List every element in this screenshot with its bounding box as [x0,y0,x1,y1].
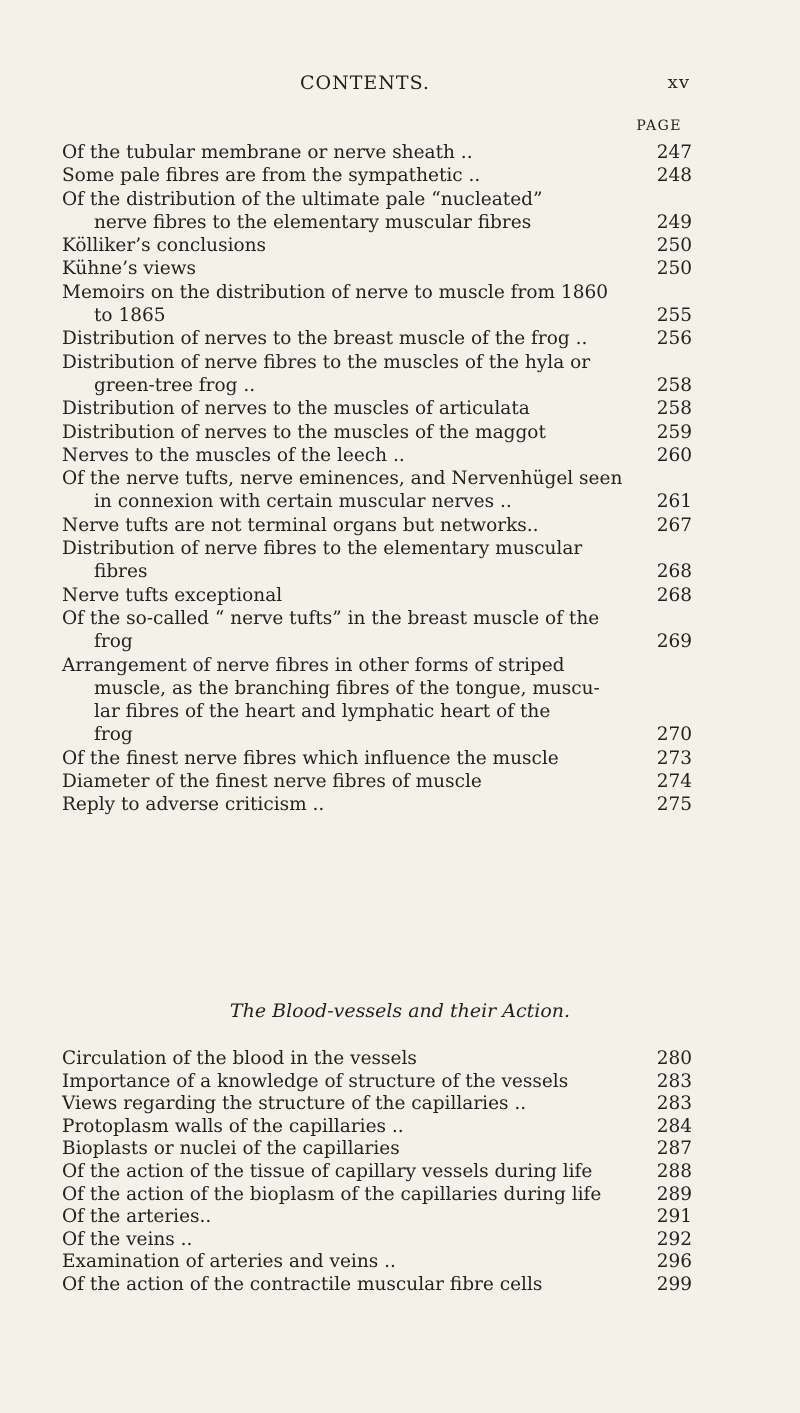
toc-page-number: 260 [656,444,692,466]
contents-list [62,141,692,817]
toc-entry-title [62,188,656,235]
toc-page-number: 256 [656,328,692,350]
toc-entry-title [62,514,656,537]
toc-entry [62,1116,692,1139]
toc-page-number: 248 [656,165,692,187]
toc-entry [62,770,692,793]
toc-entry-line: Of the arteries.. [62,1206,212,1228]
toc-entry-title [62,467,656,514]
toc-entry [62,141,692,164]
toc-entry-title [62,584,656,607]
toc-entry [62,421,692,444]
toc-page-number: 259 [656,421,692,443]
toc-entry-line: Circulation of the blood in the vessels [62,1048,417,1069]
toc-entry-title [62,234,656,257]
toc-page-number: 291 [656,1206,692,1228]
toc-page-number: 268 [656,561,692,583]
page-title: CONTENTS. [300,72,430,94]
toc-entry-title [62,1206,656,1229]
toc-entry [62,1274,692,1297]
toc-page-number: 258 [656,374,692,396]
toc-entry-title [62,444,656,467]
toc-page-number: 267 [656,514,692,536]
toc-entry [62,188,692,235]
toc-entry-line: Bioplasts or nuclei of the capillaries [62,1138,400,1160]
toc-entry-line: Kühne’s views [62,258,197,280]
toc-entry-title [62,747,656,770]
toc-entry-line: frog [94,724,133,746]
toc-entry-title [62,607,656,654]
contents-list-blood-vessels [62,1048,692,1297]
toc-entry-line: to 1865 [94,305,166,327]
page-column-label: PAGE [636,118,682,134]
section-heading: The Blood-vessels and their Action. [229,1000,571,1022]
toc-entry-title [62,1116,656,1139]
toc-entry [62,351,692,398]
toc-entry-title [62,1048,656,1071]
toc-entry-line: Of the finest nerve fibres which influence the muscle [62,747,559,769]
toc-entry-title [62,351,656,398]
toc-entry [62,1229,692,1252]
toc-entry-title [62,257,656,280]
toc-entry-line: Of the tubular membrane or nerve sheath .. [62,142,473,163]
toc-page-number: 268 [656,584,692,606]
toc-entry-line: Some pale fibres are from the sympathetic .. [62,165,481,187]
toc-entry-line: nerve fibres to the elementary muscular fibres [94,211,532,233]
toc-page-number: 287 [656,1138,692,1160]
toc-entry [62,327,692,350]
toc-entry-line: muscle, as the branching fibres of the tongue, muscu- [94,677,600,699]
toc-entry-line: frog [94,631,133,653]
toc-entry [62,654,692,747]
toc-entry-line: Importance of a knowledge of structure of the vessels [62,1070,569,1092]
toc-entry [62,467,692,514]
toc-entry [62,444,692,467]
toc-page-number: 249 [656,211,692,233]
toc-entry-title [62,793,656,816]
toc-entry-line: Distribution of nerves to the breast muscle of the frog .. [62,328,588,350]
toc-entry-line: Of the distribution of the ultimate pale “nucleated” [62,188,543,210]
toc-page-number: 299 [656,1273,692,1295]
toc-entry-line: Diameter of the finest nerve fibres of muscle [62,771,482,793]
toc-page-number: 296 [656,1251,692,1273]
toc-entry-line: Distribution of nerves to the muscles of the maggot [62,421,546,443]
toc-entry [62,1161,692,1184]
toc-entry [62,234,692,257]
toc-entry [62,537,692,584]
toc-entry-line: Of the so-called “ nerve tufts” in the breast muscle of the [62,607,600,629]
toc-page-number: 273 [656,747,692,769]
toc-entry-line: Nerve tufts exceptional [62,584,283,606]
toc-page-number: 255 [656,305,692,327]
toc-entry-title [62,1251,656,1274]
toc-entry-line: Distribution of nerve fibres to the muscles of the hyla or [62,351,591,373]
toc-page-number: 247 [656,142,692,163]
toc-entry-line: Arrangement of nerve fibres in other forms of striped [62,654,565,676]
running-head [0,72,800,98]
toc-entry [62,1093,692,1116]
toc-entry [62,747,692,770]
toc-entry [62,1184,692,1207]
toc-entry-title [62,1138,656,1161]
toc-page-number: 275 [656,794,692,816]
toc-entry [62,257,692,280]
toc-entry [62,1071,692,1094]
toc-entry-line: Views regarding the structure of the capillaries .. [62,1093,527,1115]
toc-entry-line: Protoplasm walls of the capillaries .. [62,1115,404,1137]
toc-entry-title [62,1161,656,1184]
toc-entry [62,793,692,816]
toc-page-number: 269 [656,631,692,653]
toc-entry-line: Of the action of the tissue of capillary vessels during life [62,1160,593,1182]
toc-entry-title [62,421,656,444]
toc-entry-line: Nerves to the muscles of the leech .. [62,444,405,466]
toc-entry [62,1048,692,1071]
toc-entry-line: Reply to adverse criticism .. [62,794,325,816]
toc-entry-title [62,1274,656,1297]
toc-entry-line: Distribution of nerve fibres to the elementary muscular [62,538,583,560]
toc-entry [62,164,692,187]
toc-entry [62,397,692,420]
toc-entry-title [62,537,656,584]
toc-entry [62,281,692,328]
toc-page-number: 280 [656,1048,692,1069]
toc-page-number: 283 [656,1093,692,1115]
toc-entry-title [62,141,656,164]
toc-entry-title [62,654,656,747]
toc-entry [62,514,692,537]
toc-page-number: 250 [656,258,692,280]
toc-entry-line: Nerve tufts are not terminal organs but networks.. [62,514,539,536]
toc-entry-title [62,281,656,328]
toc-page-number: 274 [656,771,692,793]
toc-entry-title [62,164,656,187]
toc-entry [62,1206,692,1229]
toc-entry-line: Of the action of the contractile muscular fibre cells [62,1273,543,1295]
toc-entry-line: Memoirs on the distribution of nerve to muscle from 1860 [62,281,609,303]
toc-entry-line: Distribution of nerves to the muscles of articulata [62,398,530,420]
toc-entry-line: Examination of arteries and veins .. [62,1251,396,1273]
toc-entry [62,584,692,607]
toc-entry-line: Kölliker’s conclusions [62,235,267,257]
toc-entry [62,607,692,654]
toc-page-number: 270 [656,724,692,746]
toc-entry-line: Of the veins .. [62,1228,193,1250]
toc-entry-line: in connexion with certain muscular nerves .. [94,491,512,513]
toc-page-number: 258 [656,398,692,420]
folio-number: xv [667,72,690,93]
toc-page-number: 261 [656,491,692,513]
toc-page-number: 289 [656,1183,692,1205]
toc-entry [62,1138,692,1161]
toc-page-number: 283 [656,1070,692,1092]
toc-entry-title [62,397,656,420]
toc-page-number: 292 [656,1228,692,1250]
toc-entry-line: fibres [94,561,148,583]
toc-entry-line: Of the action of the bioplasm of the capillaries during life [62,1183,602,1205]
toc-entry-title [62,327,656,350]
toc-entry-title [62,1071,656,1094]
toc-entry-line: Of the nerve tufts, nerve eminences, and Nervenhügel seen [62,468,623,490]
toc-entry-title [62,1184,656,1207]
toc-entry-title [62,1229,656,1252]
toc-page-number: 284 [656,1115,692,1137]
toc-entry-line: lar fibres of the heart and lymphatic heart of the [94,701,551,723]
toc-entry-line: green-tree frog .. [94,374,256,396]
toc-entry [62,1251,692,1274]
toc-page-number: 250 [656,235,692,257]
toc-page-number: 288 [656,1160,692,1182]
toc-entry-title [62,770,656,793]
toc-entry-title [62,1093,656,1116]
